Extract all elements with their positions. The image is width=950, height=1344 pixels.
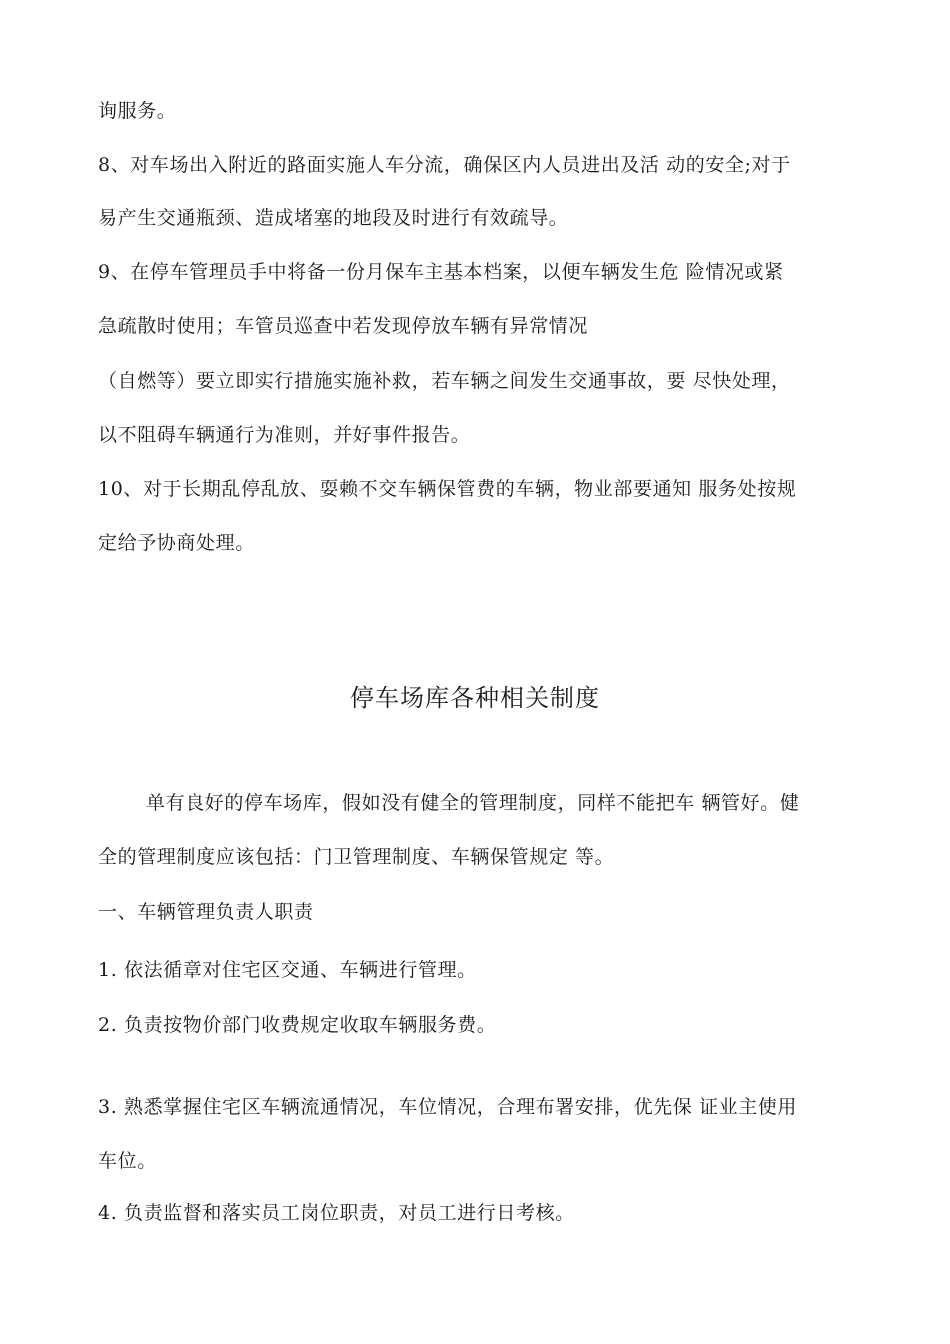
item-10-line-1: 10、对于长期乱停乱放、耍赖不交车辆保管费的车辆，物业部要通知 服务处按规 xyxy=(98,478,797,500)
intro-line-2: 全的管理制度应该包括：门卫管理制度、车辆保管规定 等。 xyxy=(98,846,615,868)
item-9-line-3: （自燃等）要立即实行措施实施补救，若车辆之间发生交通事故，要 尽快处理， xyxy=(98,370,791,392)
item-9-line-2: 急疏散时使用；车管员巡查中若发现停放车辆有异常情况 xyxy=(98,315,589,337)
duty-1: 1. 依法循章对住宅区交通、车辆进行管理。 xyxy=(98,959,477,981)
duty-4: 4. 负责监督和落实员工岗位职责，对员工进行日考核。 xyxy=(98,1202,575,1224)
item-10-line-2: 定给予协商处理。 xyxy=(98,532,255,554)
duty-3-line-1: 3. 熟悉掌握住宅区车辆流通情况，车位情况，合理布署安排，优先保 证业主使用 xyxy=(98,1096,798,1118)
intro-line-1: 单有良好的停车场库，假如没有健全的管理制度，同样不能把车 辆管好。健 xyxy=(146,792,800,814)
duty-3-line-2: 车位。 xyxy=(98,1150,157,1172)
item-9-line-4: 以不阻碍车辆通行为准则，并好事件报告。 xyxy=(98,424,471,446)
item-8-line-2: 易产生交通瓶颈、造成堵塞的地段及时进行有效疏导。 xyxy=(98,207,569,229)
continuation-line: 询服务。 xyxy=(98,100,177,122)
duties-heading: 一、车辆管理负责人职责 xyxy=(98,901,314,923)
section-title: 停车场库各种相关制度 xyxy=(350,684,600,712)
item-8-line-1: 8、对车场出入附近的路面实施人车分流，确保区内人员进出及活 动的安全;对于 xyxy=(98,154,791,176)
duty-2: 2. 负责按物价部门收费规定收取车辆服务费。 xyxy=(98,1014,497,1036)
item-9-line-1: 9、在停车管理员手中将备一份月保车主基本档案，以便车辆发生危 险情况或紧 xyxy=(98,261,784,283)
